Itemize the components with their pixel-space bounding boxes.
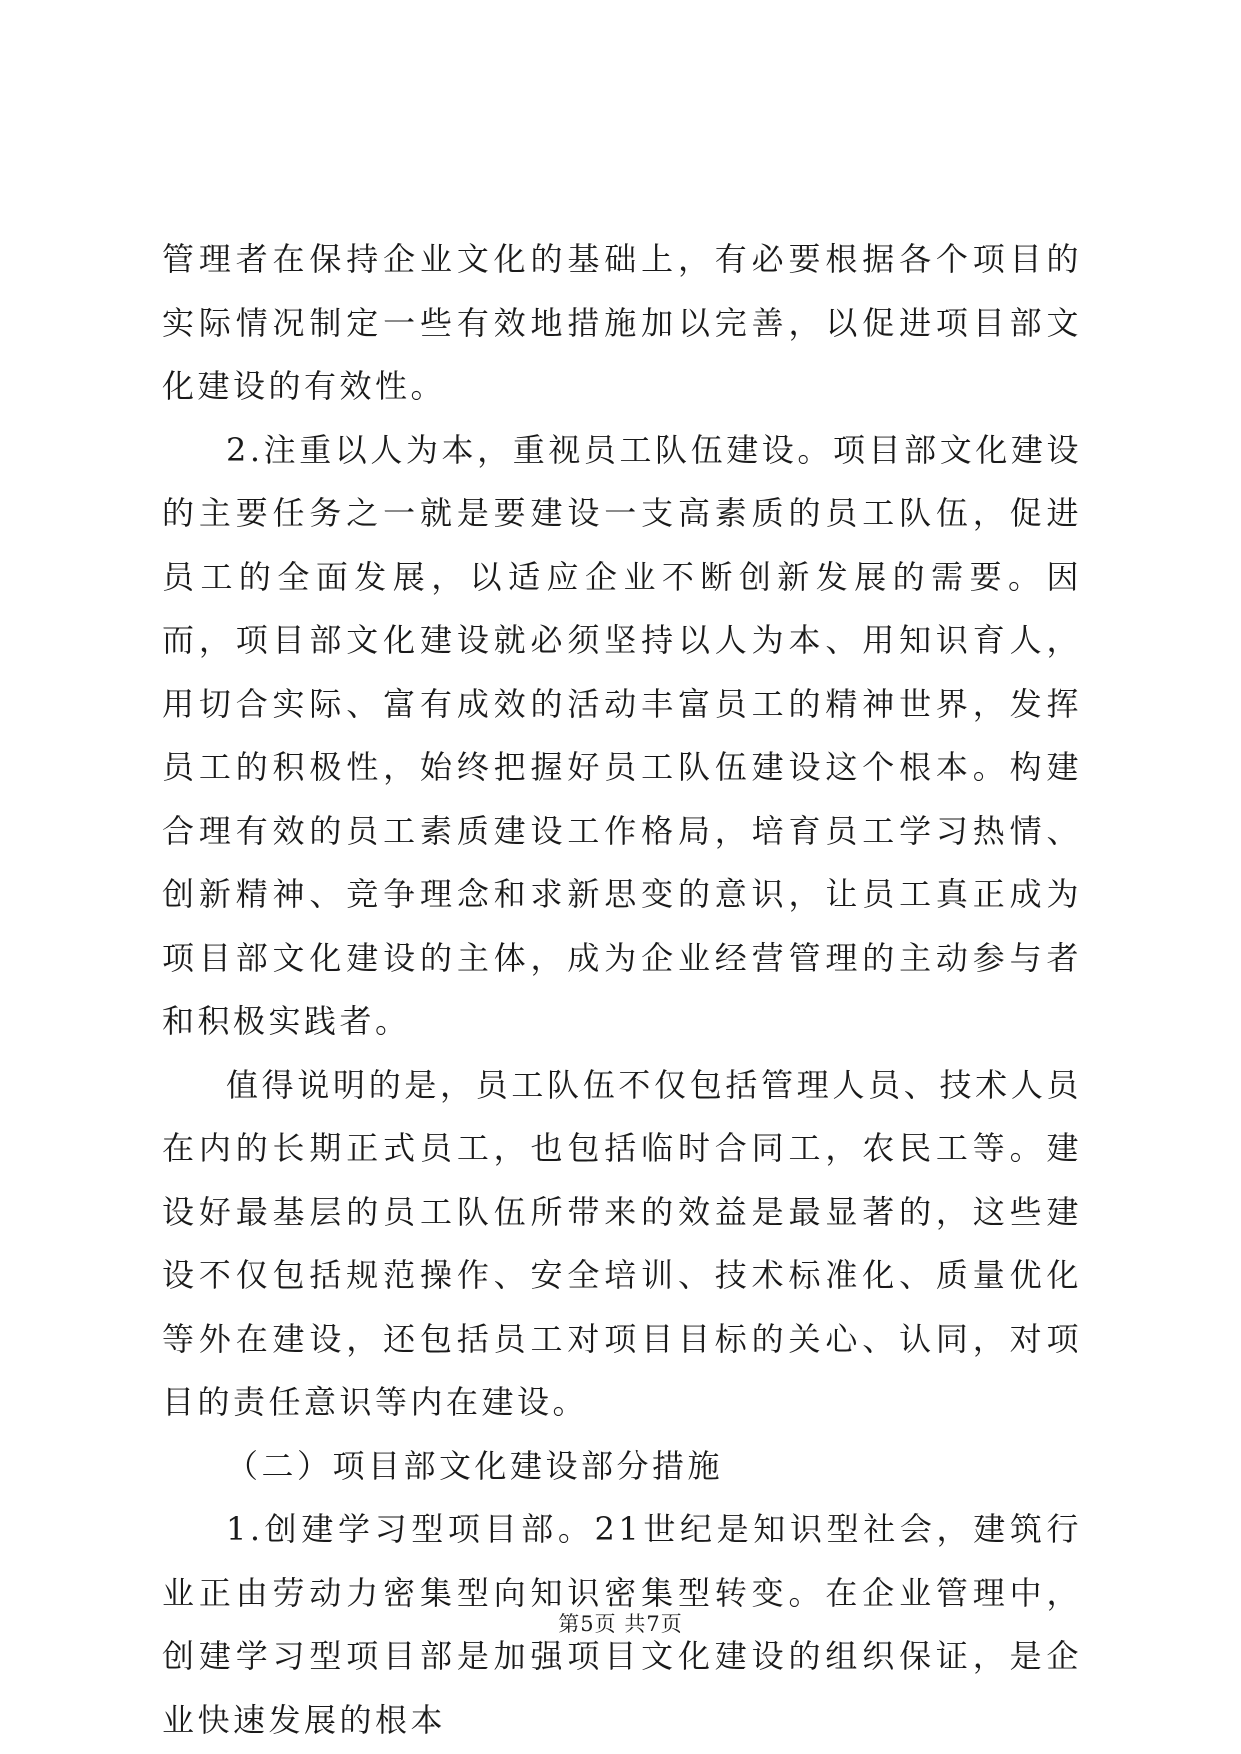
- paragraph-3: 值得说明的是，员工队伍不仅包括管理人员、技术人员在内的长期正式员工，也包括临时合同工，农民工等。建设好最基层的员工队伍所带来的效益是最显著的，这些建设不仅包括规范操作、安全培训、技术标准化、质量优化等外在建设，还包括员工对项目目标的关心、认同，对项目的责任意识等内在建设。: [162, 1065, 1082, 1421]
- paragraph-1: 管理者在保持企业文化的基础上，有必要根据各个项目的实际情况制定一些有效地措施加以完善，以促进项目部文化建设的有效性。: [162, 240, 1082, 405]
- page-footer: 第5页 共7页: [558, 1612, 683, 1636]
- paragraph-2: 2.注重以人为本，重视员工队伍建设。项目部文化建设的主要任务之一就是要建设一支高素质的员工队伍，促进员工的全面发展，以适应企业不断创新发展的需要。因而，项目部文化建设就必须坚持以人为本、用知识育人，用切合实际、富有成效的活动丰富员工的精神世界，发挥员工的积极性，始终把握好员工队伍建设这个根本。构建合理有效的员工素质建设工作格局，培育员工学习热情、创新精神、竞争理念和求新思变的意识，让员工真正成为项目部文化建设的主体，成为企业经营管理的主动参与者和积极实践者。: [162, 430, 1082, 1040]
- document-body: [162, 228, 1082, 1752]
- paragraph-4: 1.创建学习型项目部。21世纪是知识型社会，建筑行业正由劳动力密集型向知识密集型转变。在企业管理中，创建学习型项目部是加强项目文化建设的组织保证，是企业快速发展的根本: [162, 1510, 1082, 1739]
- section-heading: （二）项目部文化建设部分措施: [226, 1446, 724, 1485]
